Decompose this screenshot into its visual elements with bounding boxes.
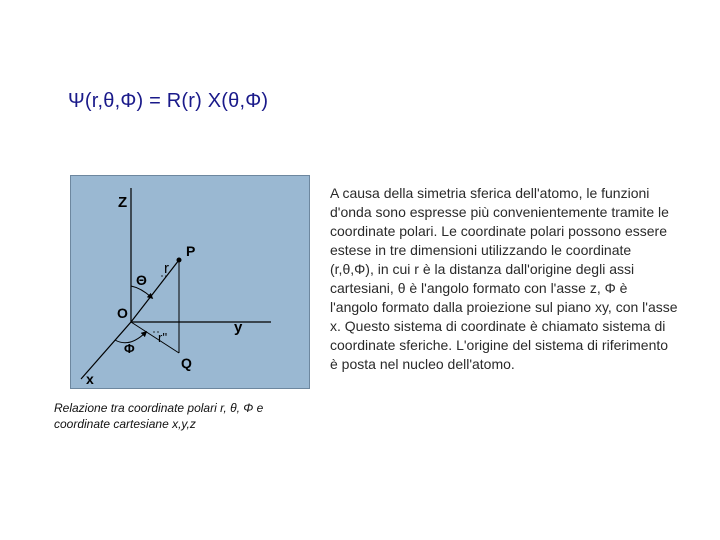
phi-label: Φ: [124, 341, 135, 356]
r-proj-label: r'': [158, 330, 168, 345]
r-label: r: [164, 260, 169, 277]
wavefunction-formula: Ψ(r,θ,Φ) = R(r) X(θ,Φ): [68, 90, 269, 112]
origin-label: O: [117, 305, 128, 321]
theta-label: Θ: [136, 272, 147, 288]
p-label: P: [186, 243, 196, 259]
r-vector: [131, 260, 179, 322]
figure-caption: Relazione tra coordinate polari r, θ, Φ e coordinate cartesiane x,y,z: [54, 401, 264, 431]
q-label: Q: [181, 355, 192, 371]
spherical-coordinates-diagram: [70, 175, 310, 389]
x-label: x: [86, 371, 94, 387]
point-p: [177, 258, 182, 263]
y-label: y: [234, 319, 243, 336]
z-label: Z: [118, 194, 128, 211]
explanation-paragraph: A causa della simetria sferica dell'atomo, le funzioni d'onda sono espresse più convenientemente tramite le coordinate polari. Le coordinate polari possono essere estese in tre dimensioni utilizzando le coordinate (r,θ,Φ), in cui r è la distanza dall'origine degli assi cartesiani, θ è l'angolo formato con l'asse z, Φ è l'angolo formato dalla proiezione sul piano xy, con l'asse x. Questo sistema di coordinate è chiamato sistema di coordinate sferiche. L'origine del sistema di riferimento è posta nel nucleo dell'atomo.: [330, 185, 678, 372]
projection-line: [131, 322, 179, 353]
